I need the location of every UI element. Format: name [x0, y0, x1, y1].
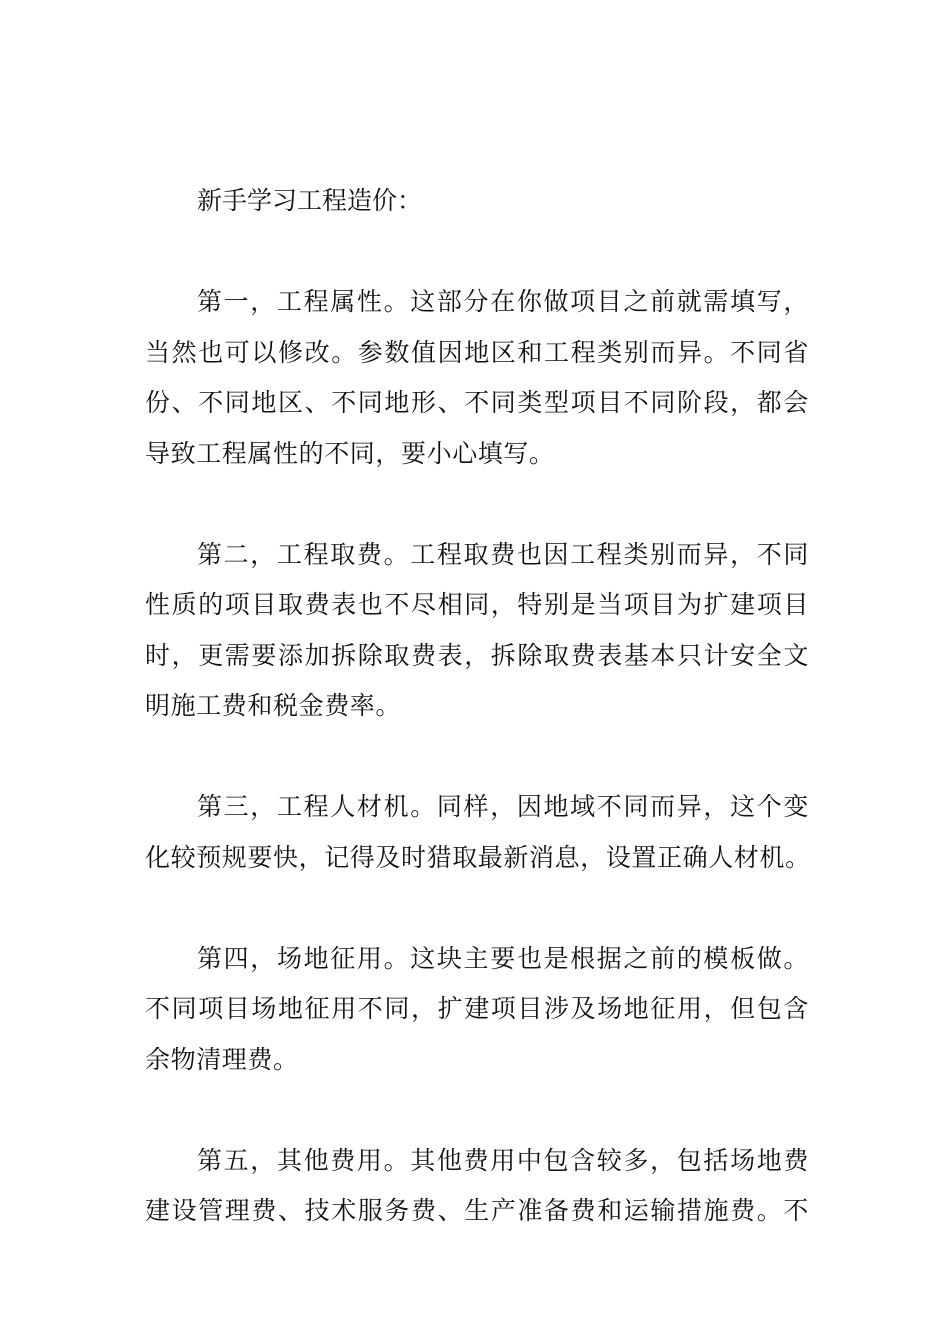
paragraph-line: 时，更需要添加拆除取费表，拆除取费表基本只计安全文 — [145, 640, 809, 670]
paragraph-4 — [145, 934, 809, 1086]
paragraph-line: 第三，工程人材机。同样，因地域不同而异，这个变 — [197, 792, 809, 821]
paragraph-line: 第一，工程属性。这部分在你做项目之前就需填写， — [197, 287, 809, 316]
paragraph-line: 余物清理费。 — [145, 1044, 299, 1074]
paragraph-line: 第五，其他费用。其他费用中包含较多，包括场地费 — [197, 1145, 809, 1175]
paragraph-line: 化较预规要快，记得及时猎取最新消息，设置正确人材机。 — [145, 842, 811, 872]
paragraph-line: 第四，场地征用。这块主要也是根据之前的模板做。 — [197, 943, 809, 973]
paragraph-line: 第二，工程取费。工程取费也因工程类别而异，不同 — [197, 539, 809, 569]
document-title: 新手学习工程造价： — [197, 186, 423, 215]
paragraph-3 — [145, 782, 809, 883]
paragraph-line: 明施工费和税金费率。 — [145, 691, 402, 720]
paragraph-line: 建设管理费、技术服务费、生产准备费和运输措施费。不 — [145, 1196, 809, 1225]
paragraph-1 — [145, 277, 809, 479]
paragraph-2 — [145, 530, 809, 732]
paragraph-line: 导致工程属性的不同，要小心填写。 — [145, 438, 555, 468]
paragraph-5 — [145, 1136, 809, 1237]
paragraph-line: 性质的项目取费表也不尽相同，特别是当项目为扩建项目 — [145, 590, 809, 619]
document-body — [145, 176, 809, 1237]
paragraph-line: 份、不同地区、不同地形、不同类型项目不同阶段，都会 — [145, 388, 809, 417]
paragraph-line: 不同项目场地征用不同，扩建项目涉及场地征用，但包含 — [145, 994, 809, 1023]
paragraph-line: 当然也可以修改。参数值因地区和工程类别而异。不同省 — [145, 337, 809, 367]
